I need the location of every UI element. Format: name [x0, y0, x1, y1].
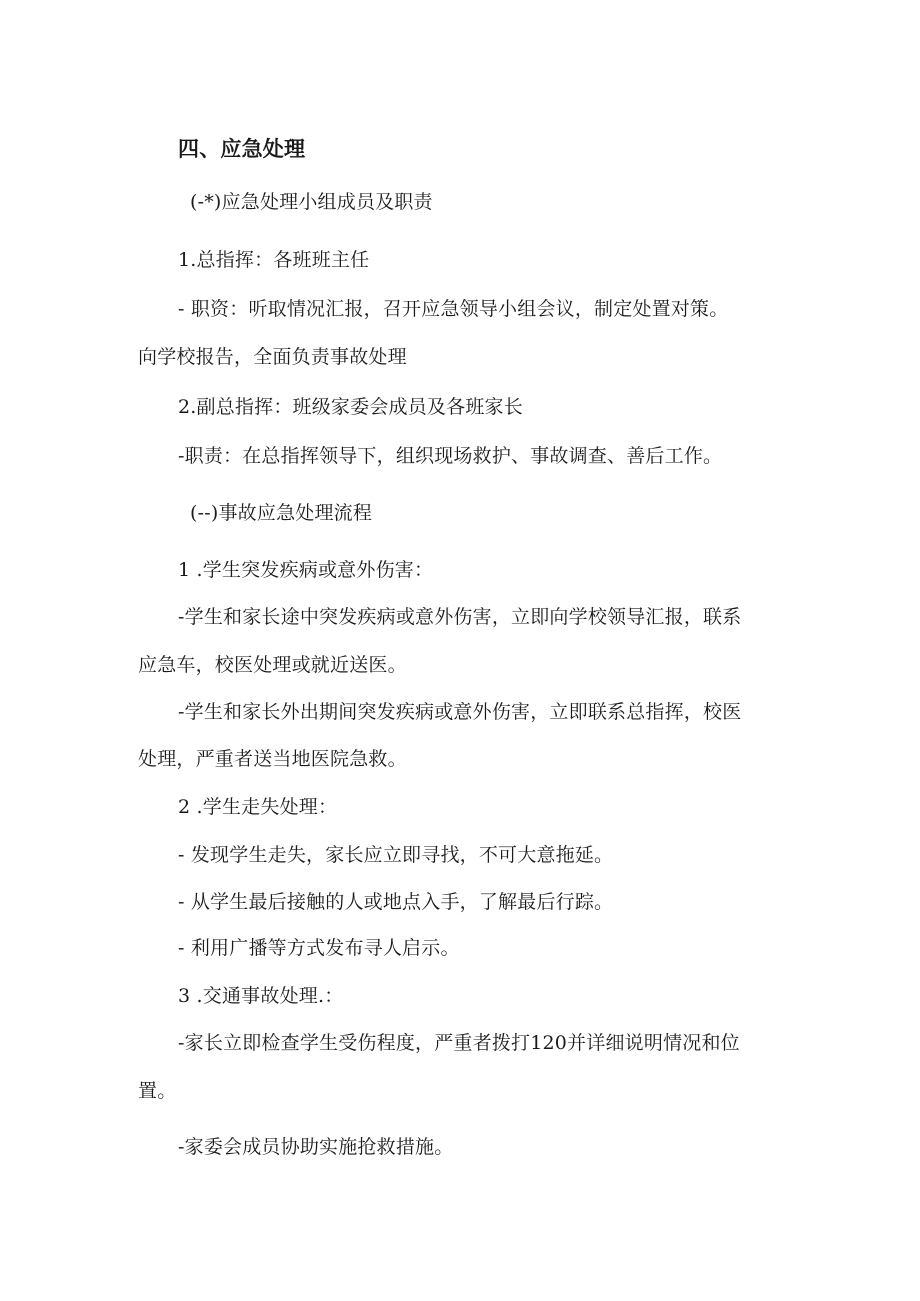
flow-illness-title: 1 .学生突发疾病或意外伤害： — [178, 559, 434, 581]
item-deputy-title: 2.副总指挥：班级家委会成员及各班家长 — [178, 396, 523, 418]
item-commander-title: 1.总指挥：各班班主任 — [178, 249, 370, 271]
flow-missing-title: 2 .学生走失处理： — [178, 796, 338, 818]
flow-traffic-p1-line2: 置。 — [138, 1080, 177, 1102]
flow-illness-p1-line2: 应急车，校医处理或就近送医。 — [138, 654, 407, 676]
flow-missing-bullet-2: - 从学生最后接触的人或地点入手，了解最后行踪。 — [178, 891, 614, 913]
flow-illness-p1-line1: -学生和家长途中突发疾病或意外伤害，立即向学校领导汇报，联系 — [178, 606, 742, 628]
flow-traffic-p1-line1: -家长立即检查学生受伤程度，严重者拨打120并详细说明情况和位 — [178, 1032, 740, 1054]
item-deputy-duty: -职责：在总指挥领导下，组织现场救护、事故调查、善后工作。 — [178, 445, 723, 467]
item-commander-duty-line2: 向学校报告，全面负责事故处理 — [138, 346, 407, 368]
flow-missing-bullet-3: - 利用广播等方式发布寻人启示。 — [178, 937, 460, 959]
subsection-title-flow: (--)事故应急处理流程 — [190, 502, 373, 524]
flow-missing-bullet-1: - 发现学生走失，家长应立即寻找，不可大意拖延。 — [178, 844, 614, 866]
flow-illness-p2-line2: 处理，严重者送当地医院急救。 — [138, 748, 407, 770]
flow-traffic-title: 3 .交通事故处理.： — [178, 985, 344, 1007]
section-title: 四、应急处理 — [178, 137, 306, 161]
subsection-title-members: (-*)应急处理小组成员及职责 — [190, 191, 433, 213]
flow-traffic-p2: -家委会成员协助实施抢救措施。 — [178, 1136, 454, 1158]
item-commander-duty-line1: - 职资：听取情况汇报，召开应急领导小组会议，制定处置对策。 — [178, 298, 729, 320]
flow-illness-p2-line1: -学生和家长外出期间突发疾病或意外伤害，立即联系总指挥，校医 — [178, 701, 742, 723]
